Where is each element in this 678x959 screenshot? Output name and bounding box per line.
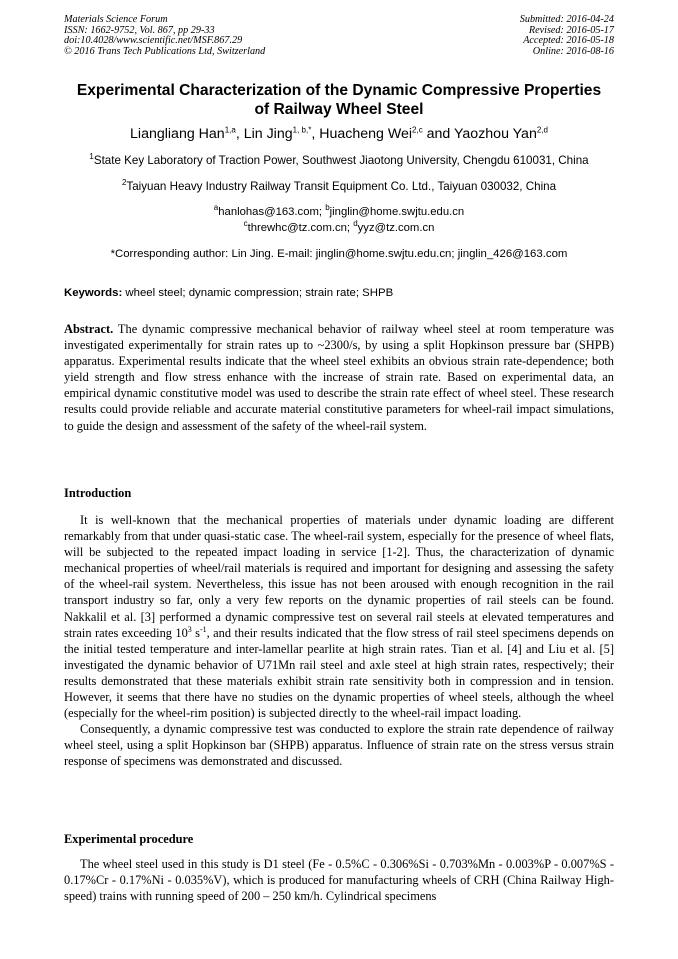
paragraph: The wheel steel used in this study is D1 steel (Fe - 0.5%C - 0.306%Si - 0.703%Mn - 0.003%P - 0.007%S - 0.17%Cr - 0.17%Ni - 0.035%V), which is produced for manufacturing wheels of CRH (China Railway High-speed) trains with running speed of 200 – 250 km/h. Cylindrical specimens — [64, 857, 614, 904]
email-address: jinglin@home.swjtu.edu.cn — [329, 206, 465, 218]
journal-issn: ISSN: 1662-9752, Vol. 867, pp 29-33 — [64, 24, 215, 36]
procedure-body — [64, 856, 614, 904]
date-submitted: Submitted: 2016-04-24 — [519, 14, 614, 25]
journal-info — [64, 15, 265, 57]
author-separator: and — [422, 126, 454, 142]
author-separator: , — [311, 126, 320, 142]
affiliation-2 — [30, 180, 648, 194]
paragraph — [64, 512, 614, 721]
paragraph-text: It is well-known that the mechanical properties of materials under dynamic loading are different remarkably from that under quasi-static case. The wheel-rail system, especially for the presence of wheel flats, will be subjected to the repeated impact loading in service [1-2]. Thus, the characterization of dynamic mechanical properties of wheel/rail materials is required and important for designing and assessing the safety of the wheel-rail system. Nevertheless, this issue has not been aroused with enough recognition in the rail transport industry so far, only a very few reports on the dynamic properties of rail steels can be found. Nakkalil et al. [3] performed a dynamic compressive test on several rail steels at elevated temperatures and strain rates exceeding 10 — [64, 513, 614, 640]
superscript: -1 — [200, 624, 207, 634]
author-name: Huacheng Wei — [319, 126, 413, 142]
author-affiliation-mark: 1,a — [224, 125, 236, 135]
email-line-2 — [40, 220, 638, 236]
corresponding-author: *Corresponding author: Lin Jing. E-mail: jinglin@home.swjtu.edu.cn; jinglin_426@163.com — [110, 248, 568, 260]
keywords-text: wheel steel; dynamic compression; strain rate; SHPB — [122, 287, 394, 299]
email-address: threwhc@tz.com.cn; — [247, 222, 354, 234]
author-name: Yaozhou Yan — [454, 126, 537, 142]
journal-name: Materials Science Forum — [64, 14, 168, 25]
email-address: yyz@tz.com.cn — [357, 222, 435, 234]
email-mark: c — [243, 219, 248, 229]
introduction-body — [64, 512, 614, 770]
paragraph-text: s — [191, 625, 200, 640]
keywords — [64, 286, 624, 300]
email-line-1 — [40, 204, 638, 220]
abstract-label: Abstract. — [64, 322, 114, 336]
author-affiliation-mark: 2,c — [412, 125, 423, 135]
superscript: 3 — [187, 624, 192, 634]
abstract-text: The dynamic compressive mechanical behavior of railway wheel steel at room temperature was investigated experimentally for strain rates up to ~2300/s, by using a split Hopkinson pressure bar (SHPB) apparatus. Experimental results indicate that the wheel steel exhibits an obvious strain rate-dependence; both yield strength and flow stress enhance with the increase of strain rate. Based on experimental data, an empirical dynamic constitutive model was used to describe the strain rate effect of wheel steel. These research results could provide reliable and accurate material constitutive parameters for wheel-rail impact simulations, to guide the design and assessment of the safety of the wheel-rail system. — [64, 322, 614, 433]
affiliation-mark: 1 — [89, 152, 94, 162]
affiliation-text: Taiyuan Heavy Industry Railway Transit Equipment Co. Ltd., Taiyuan 030032, China — [126, 180, 557, 193]
email-mark: b — [325, 203, 330, 213]
affiliation-mark: 2 — [121, 178, 127, 188]
affiliation-text: State Key Laboratory of Traction Power, Southwest Jiaotong University, Chengdu 610031, China — [93, 154, 589, 167]
author-separator: , — [235, 126, 244, 142]
title-line-1: Experimental Characterization of the Dynamic Compressive Properties — [76, 82, 602, 99]
date-accepted: Accepted: 2016-05-18 — [523, 35, 614, 47]
author-name: Lin Jing — [243, 126, 293, 142]
date-online: Online: 2016-08-16 — [532, 45, 614, 57]
paragraph-text: , and their results indicated that the flow stress of rail steel specimens depends on the initial tested temperature and inter-lamellar pearlite at high strain rates. Tian et al. [4] and Liu et al. [5] investigated the dynamic behavior of U71Mn rail steel and axle steel at high strain rates, respectively; their results demonstrated that these materials exhibit strain rate sensitivity both in compression and in tension. However, it seems that there have no studies on the dynamic properties of wheel steels, although the wheel (especially for the wheel-rim position) is subjected directly to the wheel-rail impact loading. — [64, 625, 614, 721]
affiliation-1 — [30, 154, 648, 168]
section-heading-experimental-procedure: Experimental procedure — [64, 832, 194, 846]
author-list — [40, 125, 638, 143]
publication-dates — [520, 15, 614, 57]
author-emails — [40, 204, 638, 236]
title-line-2: of Railway Wheel Steel — [254, 101, 424, 118]
author-name: Liangliang Han — [130, 126, 225, 142]
email-mark: a — [213, 203, 219, 213]
paragraph: Consequently, a dynamic compressive test was conducted to explore the strain rate dependence of railway wheel steel, using a split Hopkinson bar (SHPB) apparatus. Influence of strain rate on the stress versus strain response of specimens was demonstrated and discussed. — [64, 722, 614, 769]
journal-doi: doi:10.4028/www.scientific.net/MSF.867.29 — [64, 35, 243, 47]
abstract — [64, 321, 614, 434]
date-revised: Revised: 2016-05-17 — [528, 24, 614, 36]
author-affiliation-mark: 1, b,* — [292, 125, 312, 135]
section-heading-introduction: Introduction — [64, 486, 132, 500]
paper-title — [40, 81, 638, 119]
author-affiliation-mark: 2,d — [536, 125, 548, 135]
email-mark: d — [353, 219, 358, 229]
journal-copyright: © 2016 Trans Tech Publications Ltd, Switzerland — [64, 45, 266, 57]
keywords-label: Keywords: — [64, 287, 123, 299]
email-address: hanlohas@163.com; — [218, 206, 326, 218]
